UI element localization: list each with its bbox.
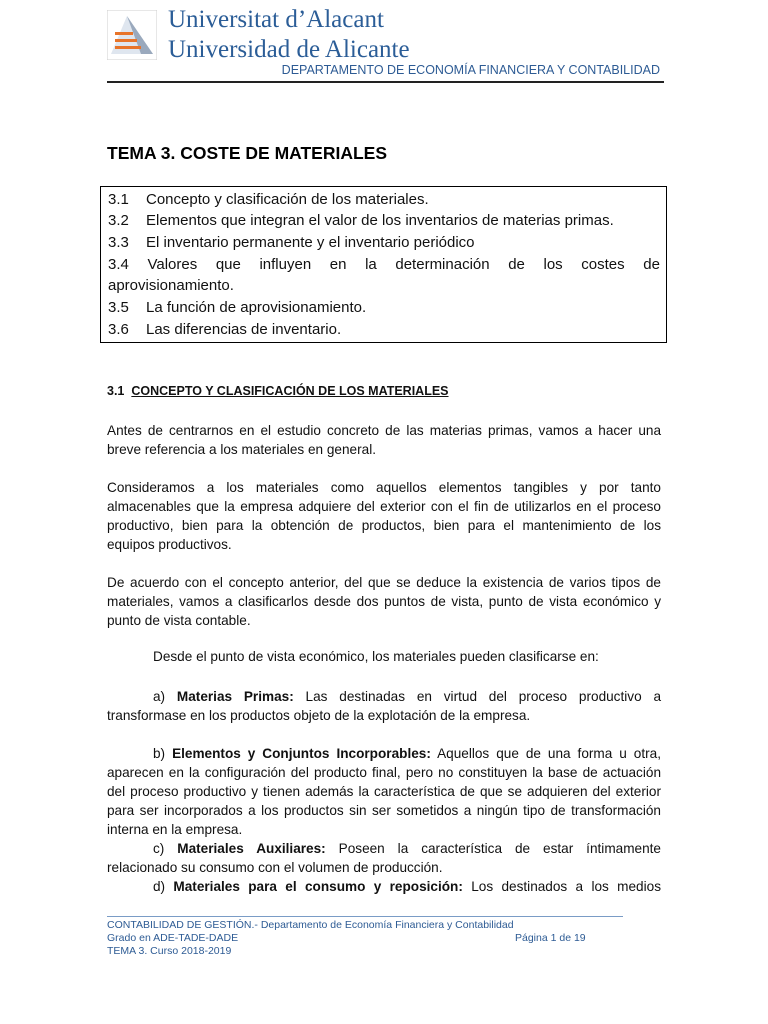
toc-word: Valores bbox=[147, 256, 198, 273]
footer-term: TEMA 3. Curso 2018-2019 bbox=[107, 945, 232, 957]
paragraph-line bbox=[107, 744, 661, 763]
list-item-c bbox=[107, 839, 661, 877]
toc-word: de bbox=[508, 256, 525, 273]
university-name-spanish: Universidad de Alicante bbox=[168, 36, 410, 63]
toc-number: 3.5 bbox=[108, 299, 129, 316]
list-item-a bbox=[107, 687, 661, 725]
toc-number: 3.1 bbox=[108, 191, 129, 208]
paragraph-line: De acuerdo con el concepto anterior, del que se deduce la existencia de varios tipos de bbox=[107, 575, 661, 590]
toc-word: en bbox=[329, 256, 347, 273]
paragraph-intro: Desde el punto de vista económico, los materiales pueden clasificarse en: bbox=[153, 649, 599, 664]
toc-item bbox=[108, 321, 341, 338]
paragraph-line: productivo, bien para la obtención de productos, bien para el mantenimiento de los bbox=[107, 518, 661, 533]
toc-word: determinación bbox=[395, 256, 490, 273]
paragraph-line: materiales, vamos a clasificarlos desde dos puntos de vista, punto de vista económico y bbox=[107, 594, 661, 609]
list-item-d bbox=[107, 877, 661, 896]
item-label: c) bbox=[153, 841, 178, 856]
toc-word: los bbox=[543, 256, 563, 273]
toc-word: costes bbox=[581, 256, 625, 273]
paragraph-line bbox=[107, 877, 661, 896]
toc-item bbox=[108, 191, 429, 208]
item-text: Las destinadas en virtud del proceso productivo a bbox=[293, 689, 662, 704]
paragraph-line: transformase en los productos objeto de la explotación de la empresa. bbox=[107, 708, 531, 723]
paragraph bbox=[107, 573, 661, 630]
toc-text: Elementos que integran el valor de los inventarios de materias primas. bbox=[146, 212, 614, 229]
footer-page-number: Página 1 de 19 bbox=[515, 932, 586, 944]
paragraph-line: equipos productivos. bbox=[107, 537, 232, 552]
paragraph-line: interna en la empresa. bbox=[107, 822, 243, 837]
table-of-contents bbox=[100, 186, 667, 343]
toc-word: 3.4 bbox=[108, 256, 129, 273]
toc-text: Concepto y clasificación de los materiales. bbox=[146, 191, 429, 208]
toc-item bbox=[108, 212, 614, 229]
item-label: a) bbox=[153, 689, 177, 704]
department-name: DEPARTAMENTO DE ECONOMÍA FINANCIERA Y CONTABILIDAD bbox=[281, 63, 660, 77]
footer-course: CONTABILIDAD DE GESTIÓN.- Departamento de Economía Financiera y Contabilidad bbox=[107, 919, 514, 931]
item-text: Poseen la característica de estar íntimamente bbox=[325, 841, 661, 856]
toc-word: la bbox=[365, 256, 377, 273]
paragraph-line: para ser incorporados a los productos sin ser sometidos a ningún tipo de transformación bbox=[107, 803, 661, 818]
paragraph-line: aparecen en la configuración del producto final, pero no constituyen la base de actuación bbox=[107, 765, 661, 780]
toc-item bbox=[108, 256, 660, 273]
paragraph-line: del proceso productivo y tienen además la característica de que se adquieren del exterior bbox=[107, 784, 661, 799]
toc-text: La función de aprovisionamiento. bbox=[146, 299, 367, 316]
section-number: 3.1 bbox=[107, 384, 125, 398]
paragraph-line: relacionado su consumo con el volumen de producción. bbox=[107, 860, 443, 875]
toc-word: influyen bbox=[259, 256, 312, 273]
toc-item bbox=[108, 299, 366, 316]
toc-text-continuation: aprovisionamiento. bbox=[108, 277, 234, 294]
item-term: Elementos y Conjuntos Incorporables: bbox=[172, 746, 431, 761]
footer-divider bbox=[107, 916, 623, 917]
item-text: Aquellos que de una forma u otra, bbox=[430, 746, 661, 761]
item-label: d) bbox=[153, 879, 174, 894]
item-text: Los destinados a los medios bbox=[462, 879, 661, 894]
paragraph-line bbox=[107, 839, 661, 858]
item-term: Materiales para el consumo y reposición: bbox=[173, 879, 463, 894]
paragraph-line bbox=[107, 687, 661, 706]
paragraph bbox=[107, 421, 661, 459]
paragraph-line: breve referencia a los materiales en general. bbox=[107, 442, 377, 457]
university-logo-icon bbox=[107, 10, 157, 60]
university-name-valencian: Universitat d’Alacant bbox=[168, 6, 384, 33]
paragraph bbox=[107, 478, 661, 554]
paragraph-line: almacenables que la empresa adquiere del exterior con el fin de utilizarlos en el proceso bbox=[107, 499, 661, 514]
footer-degree: Grado en ADE-TADE-DADE bbox=[107, 932, 239, 944]
toc-text: Las diferencias de inventario. bbox=[146, 321, 342, 338]
paragraph-line: Antes de centrarnos en el estudio concreto de las materias primas, vamos a hacer una bbox=[107, 423, 661, 438]
item-term: Materias Primas: bbox=[176, 689, 294, 704]
paragraph-line: punto de vista contable. bbox=[107, 613, 251, 628]
toc-word: de bbox=[643, 256, 660, 273]
toc-text: El inventario permanente y el inventario periódico bbox=[146, 234, 475, 251]
section-heading bbox=[107, 384, 449, 398]
list-item-b bbox=[107, 744, 661, 839]
toc-number: 3.2 bbox=[108, 212, 129, 229]
toc-number: 3.6 bbox=[108, 321, 129, 338]
toc-item bbox=[108, 234, 475, 251]
item-term: Materiales Auxiliares: bbox=[177, 841, 326, 856]
header-divider bbox=[107, 81, 664, 83]
item-label: b) bbox=[153, 746, 173, 761]
toc-word: que bbox=[215, 256, 241, 273]
toc-number: 3.3 bbox=[108, 234, 129, 251]
section-title: CONCEPTO Y CLASIFICACIÓN DE LOS MATERIALES bbox=[131, 384, 449, 398]
paragraph-line: Consideramos a los materiales como aquellos elementos tangibles y por tanto bbox=[107, 480, 661, 495]
page-title: TEMA 3. COSTE DE MATERIALES bbox=[107, 143, 388, 163]
